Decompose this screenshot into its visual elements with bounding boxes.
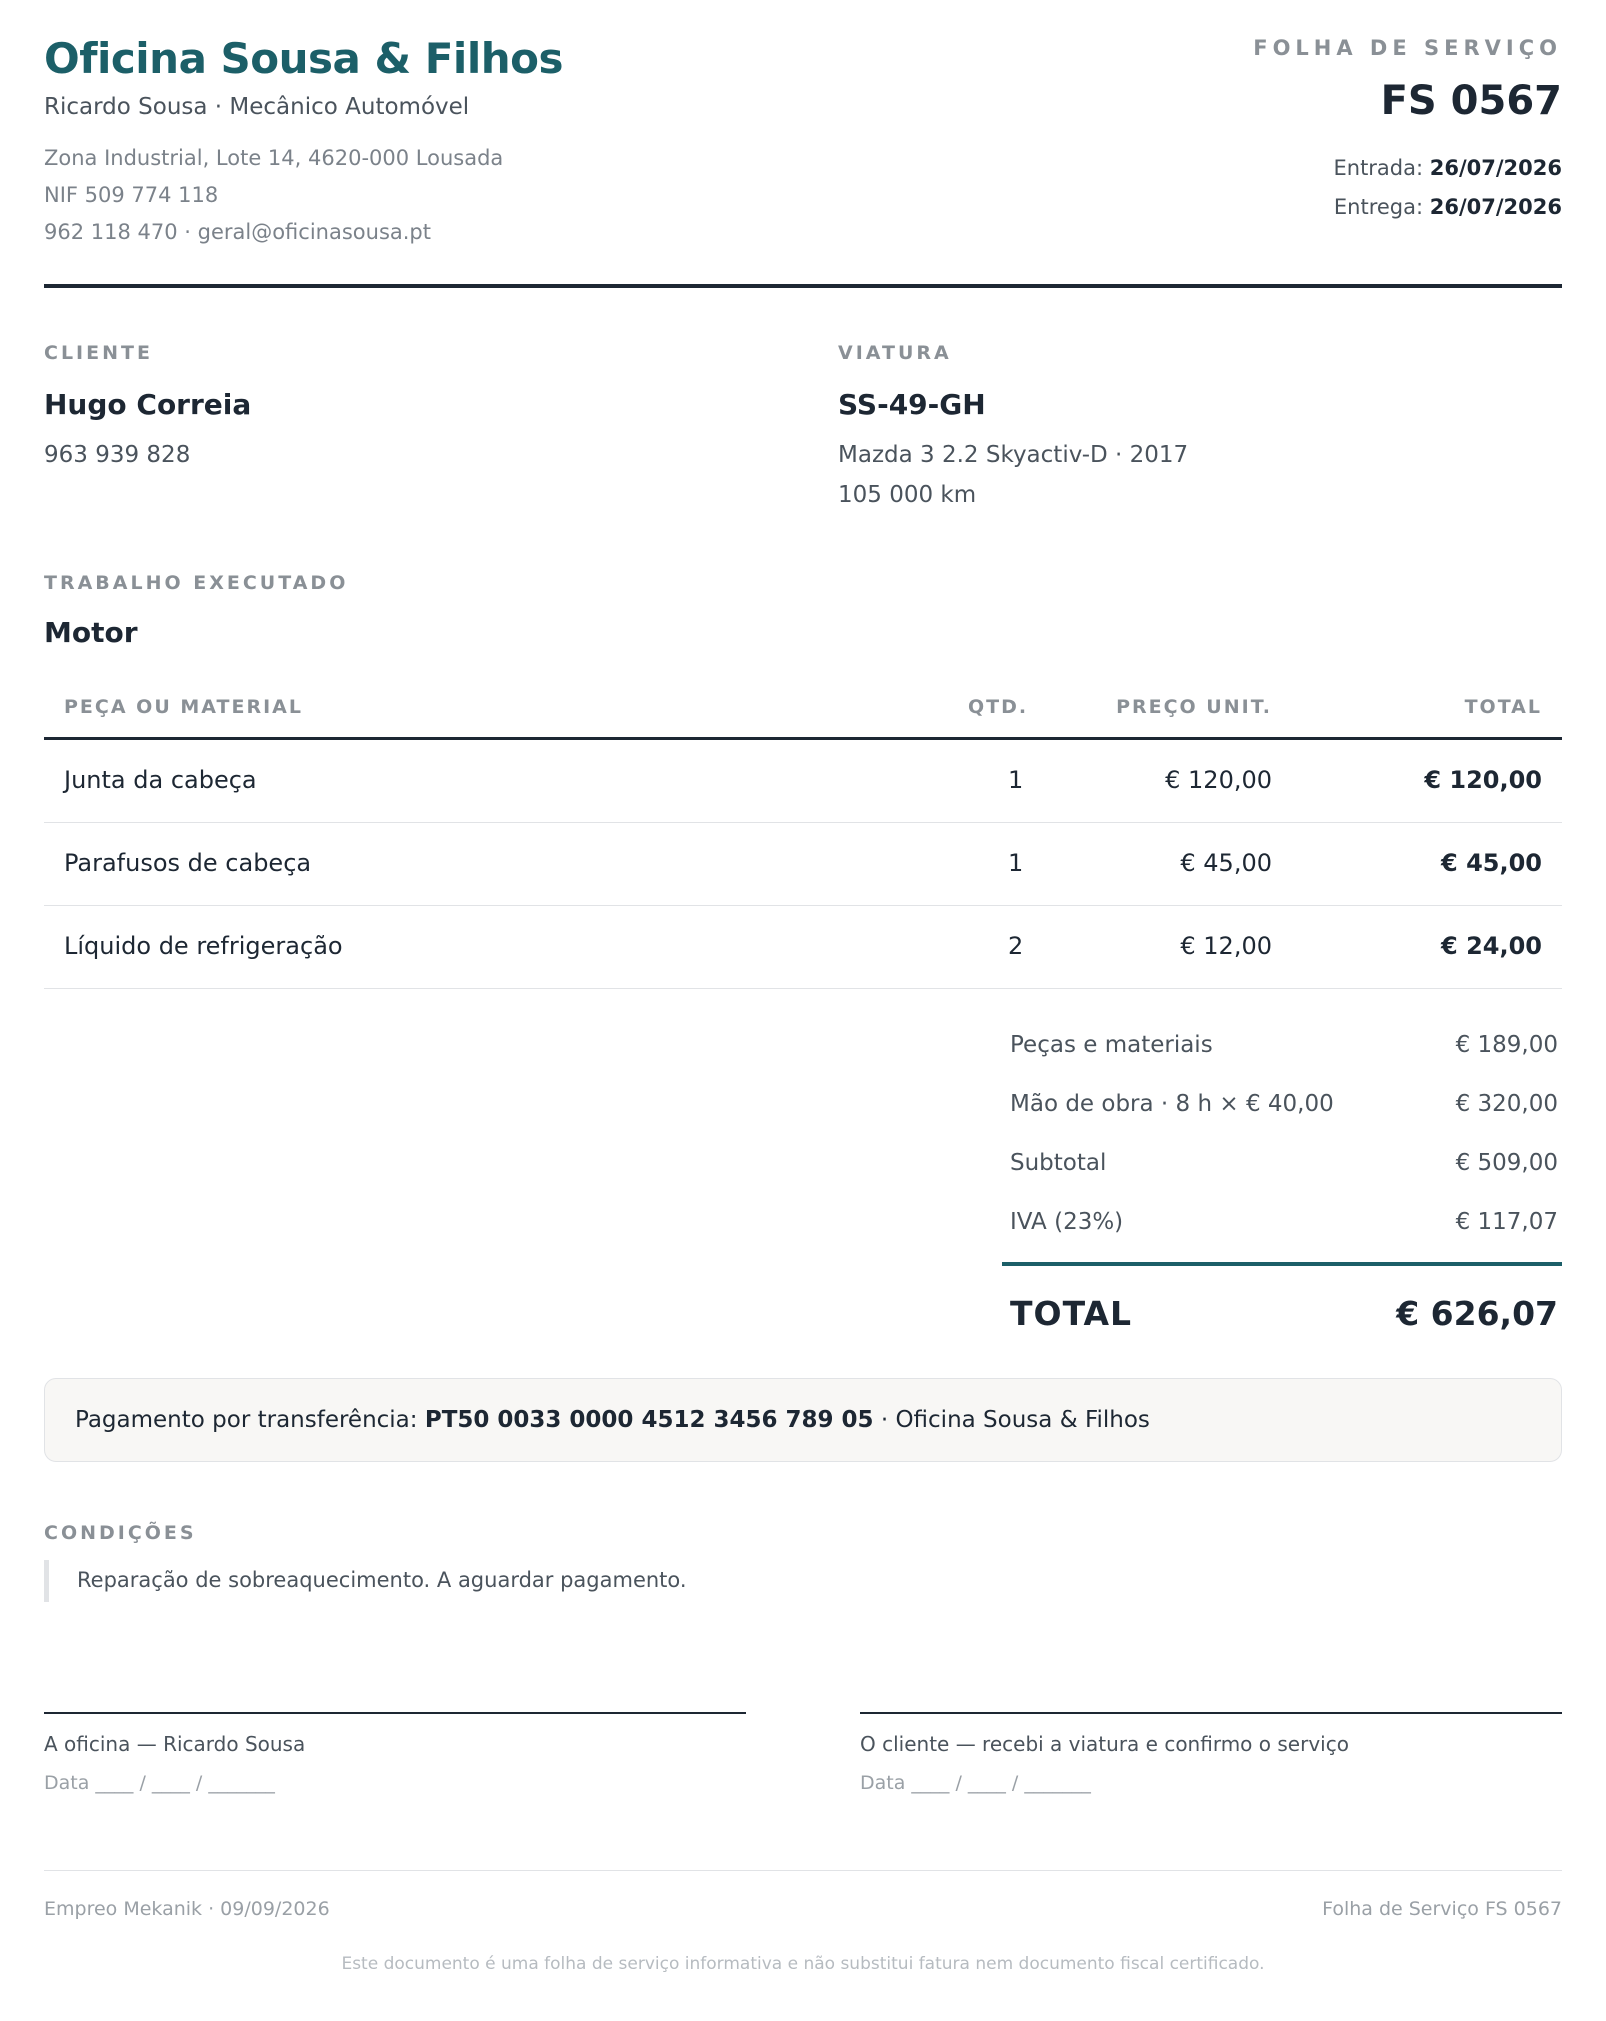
vehicle-mileage: 105 000 km xyxy=(838,482,977,508)
totals-vat-value: € 117,07 xyxy=(1455,1209,1558,1235)
totals-labour-label: Mão de obra · 8 h × € 40,00 xyxy=(1010,1091,1334,1117)
totals-vat-label: IVA (23%) xyxy=(1010,1209,1124,1235)
totals-vat xyxy=(1006,1209,1562,1249)
conditions-note xyxy=(44,1560,1044,1602)
document-header xyxy=(44,0,1562,288)
footer-right: Folha de Serviço FS 0567 xyxy=(1322,1898,1562,1920)
totals-divider xyxy=(1002,1262,1562,1266)
row-unit-price: € 12,00 xyxy=(1180,932,1272,960)
payment-text xyxy=(75,1407,1150,1433)
client-name: Hugo Correia xyxy=(44,388,252,421)
footer-left: Empreo Mekanik · 09/09/2026 xyxy=(44,1898,330,1920)
delivery-date-line xyxy=(1334,195,1562,219)
totals-parts-value: € 189,00 xyxy=(1455,1032,1558,1058)
workshop-signature-caption: A oficina — Ricardo Sousa xyxy=(44,1732,306,1756)
column-header-total: TOTAL xyxy=(1464,696,1542,718)
row-total: € 24,00 xyxy=(1441,932,1542,960)
column-header-qty: QTD. xyxy=(968,696,1029,718)
client-label: CLIENTE xyxy=(44,342,153,364)
table-row xyxy=(44,740,1562,823)
workshop-signature-line xyxy=(44,1712,746,1714)
payment-suffix: · Oficina Sousa & Filhos xyxy=(880,1407,1150,1433)
footer-divider xyxy=(44,1870,1562,1871)
column-header-unit-price: PREÇO UNIT. xyxy=(1116,696,1272,718)
totals-subtotal xyxy=(1006,1150,1562,1190)
payment-iban: PT50 0033 0000 4512 3456 789 05 xyxy=(424,1407,874,1433)
service-sheet xyxy=(44,0,1562,2021)
workshop-name: Oficina Sousa & Filhos xyxy=(44,34,563,83)
client-signature-caption: O cliente — recebi a viatura e confirmo o serviço xyxy=(860,1732,1349,1756)
workshop-nif: NIF 509 774 118 xyxy=(44,183,219,207)
totals-labour-value: € 320,00 xyxy=(1455,1091,1558,1117)
row-qty: 2 xyxy=(1008,932,1024,960)
delivery-date-label: Entrega: xyxy=(1333,195,1424,219)
document-number: FS 0567 xyxy=(1380,78,1562,124)
totals-subtotal-value: € 509,00 xyxy=(1455,1150,1558,1176)
conditions-text: Reparação de sobreaquecimento. A aguardar pagamento. xyxy=(77,1568,687,1592)
row-item: Líquido de refrigeração xyxy=(64,932,343,960)
table-header xyxy=(44,682,1562,740)
entry-date-line xyxy=(1333,156,1562,180)
work-label: TRABALHO EXECUTADO xyxy=(44,572,349,594)
entry-date-label: Entrada: xyxy=(1333,156,1424,180)
parts-table xyxy=(44,682,1562,989)
footer-disclaimer: Este documento é uma folha de serviço informativa e não substitui fatura nem documento fiscal certificado. xyxy=(341,1954,1265,1974)
payment-box xyxy=(44,1378,1562,1462)
row-item: Junta da cabeça xyxy=(64,766,257,794)
grand-total-value: € 626,07 xyxy=(1396,1294,1558,1333)
conditions-label: CONDIÇÕES xyxy=(44,1522,197,1544)
table-row xyxy=(44,906,1562,989)
vehicle-model: Mazda 3 2.2 Skyactiv-D · 2017 xyxy=(838,442,1189,468)
workshop-address: Zona Industrial, Lote 14, 4620-000 Lousada xyxy=(44,146,504,170)
totals-labour xyxy=(1006,1091,1562,1131)
totals-subtotal-label: Subtotal xyxy=(1010,1150,1107,1176)
row-qty: 1 xyxy=(1008,766,1024,794)
column-header-item: PEÇA OU MATERIAL xyxy=(64,696,303,718)
payment-prefix: Pagamento por transferência: xyxy=(75,1407,418,1433)
work-title: Motor xyxy=(44,616,138,649)
vehicle-plate: SS-49-GH xyxy=(838,388,986,421)
document-type: FOLHA DE SERVIÇO xyxy=(1253,36,1562,60)
entry-date: 26/07/2026 xyxy=(1429,156,1562,180)
workshop-signature-date: Data ____ / ____ / _______ xyxy=(44,1772,275,1794)
vehicle-label: VIATURA xyxy=(838,342,952,364)
client-signature-line xyxy=(860,1712,1562,1714)
client-signature-date: Data ____ / ____ / _______ xyxy=(860,1772,1091,1794)
totals-parts-label: Peças e materiais xyxy=(1010,1032,1213,1058)
workshop-tagline: Ricardo Sousa · Mecânico Automóvel xyxy=(44,94,470,120)
client-phone: 963 939 828 xyxy=(44,442,191,468)
grand-total-label: TOTAL xyxy=(1010,1294,1133,1333)
row-unit-price: € 120,00 xyxy=(1165,766,1272,794)
workshop-contact: 962 118 470 · geral@oficinasousa.pt xyxy=(44,220,431,244)
grand-total xyxy=(1006,1294,1562,1342)
row-total: € 120,00 xyxy=(1424,766,1542,794)
table-row xyxy=(44,823,1562,906)
row-total: € 45,00 xyxy=(1441,849,1542,877)
row-qty: 1 xyxy=(1008,849,1024,877)
row-unit-price: € 45,00 xyxy=(1180,849,1272,877)
row-item: Parafusos de cabeça xyxy=(64,849,312,877)
totals-parts xyxy=(1006,1032,1562,1072)
delivery-date: 26/07/2026 xyxy=(1429,195,1562,219)
